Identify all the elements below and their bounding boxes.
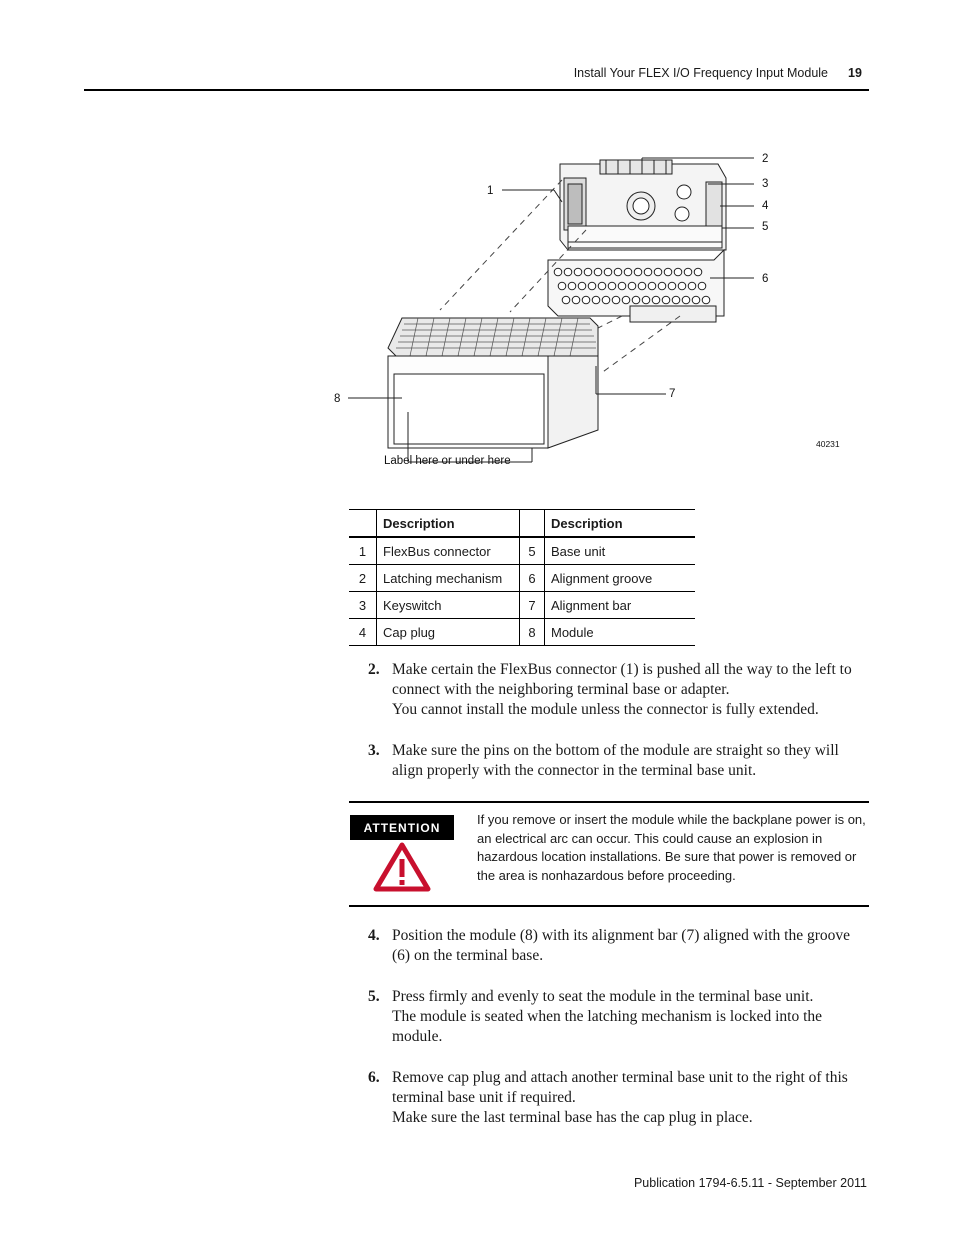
warning-triangle-icon	[373, 842, 431, 897]
step-number: 3.	[368, 742, 380, 759]
step-text: Press firmly and evenly to seat the module in the terminal base unit.	[392, 988, 814, 1005]
table-cell-description: Alignment groove	[551, 570, 653, 586]
table-cell-description: Base unit	[551, 543, 606, 559]
table-cell-number: 1	[349, 537, 377, 565]
attention-top-rule	[349, 801, 869, 803]
step-note: You cannot install the module unless the connector is fully extended.	[392, 701, 819, 718]
table-cell-number: 7	[520, 592, 545, 619]
step-6	[368, 1068, 868, 1128]
callout-8: 8	[334, 393, 341, 405]
step-2	[368, 660, 868, 720]
table-header-num	[520, 510, 545, 538]
step-number: 4.	[368, 927, 380, 944]
step-note: The module is seated when the latching mechanism is locked into the module.	[392, 1008, 823, 1045]
table-header-row	[349, 510, 695, 538]
table-cell-description: Keyswitch	[377, 592, 520, 619]
table-cell-description: FlexBus connector	[377, 537, 520, 565]
step-text: Position the module (8) with its alignment bar (7) aligned with the groove (6) on the terminal base.	[392, 927, 851, 964]
module-installation-figure	[300, 130, 860, 480]
step-text: Make certain the FlexBus connector (1) is pushed all the way to the left to connect with the neighboring terminal base or adapter.	[392, 661, 852, 698]
callout-3: 3	[762, 178, 769, 190]
step-number: 2.	[368, 661, 380, 678]
table-row	[349, 619, 695, 646]
callout-1: 1	[487, 185, 494, 197]
label-location-text: Label here or under here	[384, 455, 511, 467]
step-note: Make sure the last terminal base has the cap plug in place.	[392, 1109, 753, 1126]
table-row	[349, 592, 695, 619]
table-cell-description: Latching mechanism	[377, 565, 520, 592]
table-header-description: Description	[551, 515, 623, 531]
component-legend-table	[349, 509, 695, 646]
table-row	[349, 565, 695, 592]
step-5	[368, 987, 868, 1047]
table-cell-description: Cap plug	[377, 619, 520, 646]
table-cell-number: 8	[520, 619, 545, 646]
table-cell-number: 4	[349, 619, 377, 646]
page-number: 19	[848, 66, 862, 80]
installation-diagram	[300, 130, 860, 480]
figure-id: 40231	[816, 439, 840, 449]
callout-4: 4	[762, 200, 769, 212]
table-header-num	[349, 510, 377, 538]
step-text: Make sure the pins on the bottom of the module are straight so they will align properly with the connector in the terminal base unit.	[392, 742, 839, 779]
table-cell-description: Module	[551, 624, 594, 640]
callout-2: 2	[762, 153, 769, 165]
header-rule	[84, 89, 869, 91]
step-3	[368, 741, 868, 781]
table-cell-number: 5	[520, 537, 545, 565]
table-cell-description: Alignment bar	[551, 597, 632, 613]
attention-bottom-rule	[349, 905, 869, 907]
table-row	[349, 537, 695, 565]
callout-6: 6	[762, 273, 769, 285]
step-text: Remove cap plug and attach another terminal base unit to the right of this terminal base unit if required.	[392, 1069, 848, 1106]
table-cell-number: 6	[520, 565, 545, 592]
attention-text: If you remove or insert the module while the backplane power is on, an electrical arc can occur. This could cause an explosion in hazardous location installations. Be sure that power is removed or the area is nonhazardous before proceeding.	[477, 812, 866, 884]
publication-footer: Publication 1794-6.5.11 - September 2011	[633, 1176, 867, 1190]
callout-5: 5	[762, 221, 769, 233]
step-number: 6.	[368, 1069, 380, 1086]
running-header-title: Install Your FLEX I/O Frequency Input Module	[573, 66, 828, 80]
table-cell-number: 3	[349, 592, 377, 619]
table-cell-number: 2	[349, 565, 377, 592]
attention-label: ATTENTION	[350, 815, 454, 840]
callout-7: 7	[669, 388, 676, 400]
table-header-description: Description	[377, 510, 520, 538]
step-4	[368, 926, 868, 966]
step-number: 5.	[368, 988, 380, 1005]
